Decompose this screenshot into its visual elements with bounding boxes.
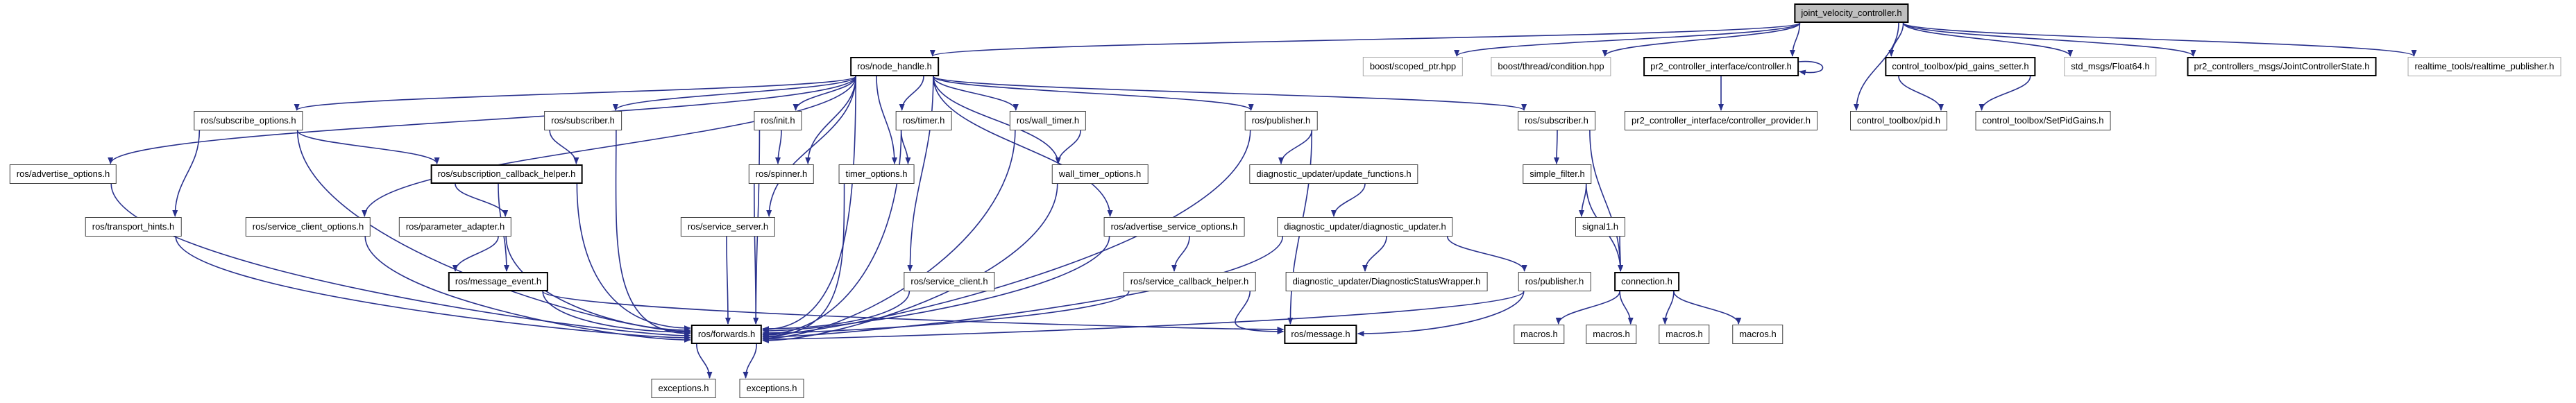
- node-controller_provider[interactable]: pr2_controller_interface/controller_provider.h: [1625, 111, 1817, 130]
- node-node_handle[interactable]: ros/node_handle.h: [850, 57, 939, 76]
- node-connection[interactable]: connection.h: [1614, 272, 1679, 291]
- node-wall_timer_options[interactable]: wall_timer_options.h: [1052, 164, 1149, 184]
- node-pid_gains_setter[interactable]: control_toolbox/pid_gains_setter.h: [1885, 57, 2035, 76]
- node-condition[interactable]: boost/thread/condition.hpp: [1491, 57, 1611, 76]
- node-macros1[interactable]: macros.h: [1514, 325, 1564, 344]
- node-subscribe_options[interactable]: ros/subscribe_options.h: [194, 111, 303, 130]
- include-edge: [111, 184, 690, 336]
- node-scoped_ptr[interactable]: boost/scoped_ptr.hpp: [1363, 57, 1463, 76]
- include-edge: [1899, 76, 1941, 110]
- node-controller[interactable]: pr2_controller_interface/controller.h: [1643, 57, 1799, 76]
- include-edge: [364, 76, 856, 216]
- include-edge: [1620, 291, 1631, 324]
- node-jcs[interactable]: pr2_controllers_msgs/JointControllerState.h: [2187, 57, 2377, 76]
- node-service_client[interactable]: ros/service_client.h: [904, 272, 994, 291]
- include-edge: [1891, 23, 1903, 56]
- node-publisher2[interactable]: ros/publisher.h: [1518, 272, 1591, 291]
- node-macros3[interactable]: macros.h: [1659, 325, 1709, 344]
- include-edge: [902, 76, 924, 110]
- include-edge: [176, 237, 690, 338]
- include-edge: [763, 291, 909, 329]
- include-edge: [1582, 184, 1586, 216]
- node-message_event[interactable]: ros/message_event.h: [448, 272, 548, 291]
- include-edge: [901, 130, 908, 164]
- include-edge: [933, 23, 1800, 56]
- node-advertise_options[interactable]: ros/advertise_options.h: [10, 164, 117, 184]
- node-advertise_service_options[interactable]: ros/advertise_service_options.h: [1104, 217, 1245, 237]
- node-wall_timer[interactable]: ros/wall_timer.h: [1010, 111, 1086, 130]
- include-edge: [550, 130, 576, 164]
- node-macros4[interactable]: macros.h: [1732, 325, 1783, 344]
- node-rt_pub[interactable]: realtime_tools/realtime_publisher.h: [2408, 57, 2561, 76]
- include-edge: [1793, 23, 1799, 56]
- include-edge: [616, 130, 690, 334]
- include-edge: [1235, 291, 1283, 332]
- include-edge: [754, 184, 756, 324]
- include-edge: [298, 130, 437, 164]
- include-edge: [1674, 291, 1738, 324]
- include-edge: [1448, 237, 1525, 271]
- node-signal1[interactable]: signal1.h: [1575, 217, 1625, 237]
- node-simple_filter[interactable]: simple_filter.h: [1523, 164, 1591, 184]
- node-subscriber2[interactable]: ros/subscriber.h: [1518, 111, 1595, 130]
- node-pid[interactable]: control_toolbox/pid.h: [1850, 111, 1947, 130]
- include-edge: [1590, 130, 1620, 271]
- include-edge: [297, 76, 856, 110]
- include-edge: [1982, 76, 2031, 110]
- node-jvc[interactable]: joint_velocity_controller.h: [1794, 3, 1908, 23]
- include-edge: [577, 184, 690, 328]
- node-timer[interactable]: ros/timer.h: [896, 111, 952, 130]
- include-edge: [933, 76, 1251, 110]
- node-parameter_adapter[interactable]: ros/parameter_adapter.h: [399, 217, 511, 237]
- node-diag_updater[interactable]: diagnostic_updater/diagnostic_updater.h: [1277, 217, 1452, 237]
- node-dsw[interactable]: diagnostic_updater/DiagnosticStatusWrapper.h: [1286, 272, 1488, 291]
- include-edge: [1799, 62, 1823, 73]
- include-edge: [1559, 291, 1620, 324]
- node-sub_cb_helper[interactable]: ros/subscription_callback_helper.h: [431, 164, 583, 184]
- node-subscriber1[interactable]: ros/subscriber.h: [544, 111, 622, 130]
- include-edge: [1058, 130, 1081, 164]
- node-float64[interactable]: std_msgs/Float64.h: [2064, 57, 2156, 76]
- node-publisher1[interactable]: ros/publisher.h: [1245, 111, 1318, 130]
- node-update_functions[interactable]: diagnostic_updater/update_functions.h: [1249, 164, 1418, 184]
- node-init[interactable]: ros/init.h: [754, 111, 802, 130]
- include-edge: [933, 76, 1524, 110]
- node-service_client_options[interactable]: ros/service_client_options.h: [246, 217, 371, 237]
- include-edge: [1904, 23, 2414, 56]
- include-edge: [697, 344, 710, 378]
- node-exceptions1[interactable]: exceptions.h: [652, 379, 716, 398]
- node-transport_hints[interactable]: ros/transport_hints.h: [85, 217, 182, 237]
- include-edge: [933, 76, 1110, 216]
- include-edge: [1174, 237, 1189, 271]
- node-timer_options[interactable]: timer_options.h: [839, 164, 915, 184]
- node-spinner[interactable]: ros/spinner.h: [749, 164, 814, 184]
- include-edge: [778, 130, 781, 164]
- include-edge: [1457, 23, 1799, 56]
- node-service_cb_helper[interactable]: ros/service_callback_helper.h: [1124, 272, 1256, 291]
- include-edge: [763, 130, 901, 334]
- include-edge: [1334, 184, 1365, 216]
- node-service_server[interactable]: ros/service_server.h: [681, 217, 775, 237]
- node-macros2[interactable]: macros.h: [1586, 325, 1636, 344]
- node-forwards[interactable]: ros/forwards.h: [691, 325, 762, 344]
- node-setpidgains[interactable]: control_toolbox/SetPidGains.h: [1976, 111, 2111, 130]
- include-edge: [455, 237, 498, 271]
- include-edge: [616, 76, 856, 110]
- node-exceptions2[interactable]: exceptions.h: [740, 379, 804, 398]
- include-edge: [763, 130, 1015, 338]
- include-edge: [1365, 237, 1387, 271]
- include-edge: [1281, 130, 1312, 164]
- include-edge: [746, 344, 757, 378]
- node-message[interactable]: ros/message.h: [1284, 325, 1357, 344]
- include-edge: [1665, 291, 1674, 324]
- include-edge: [876, 76, 895, 164]
